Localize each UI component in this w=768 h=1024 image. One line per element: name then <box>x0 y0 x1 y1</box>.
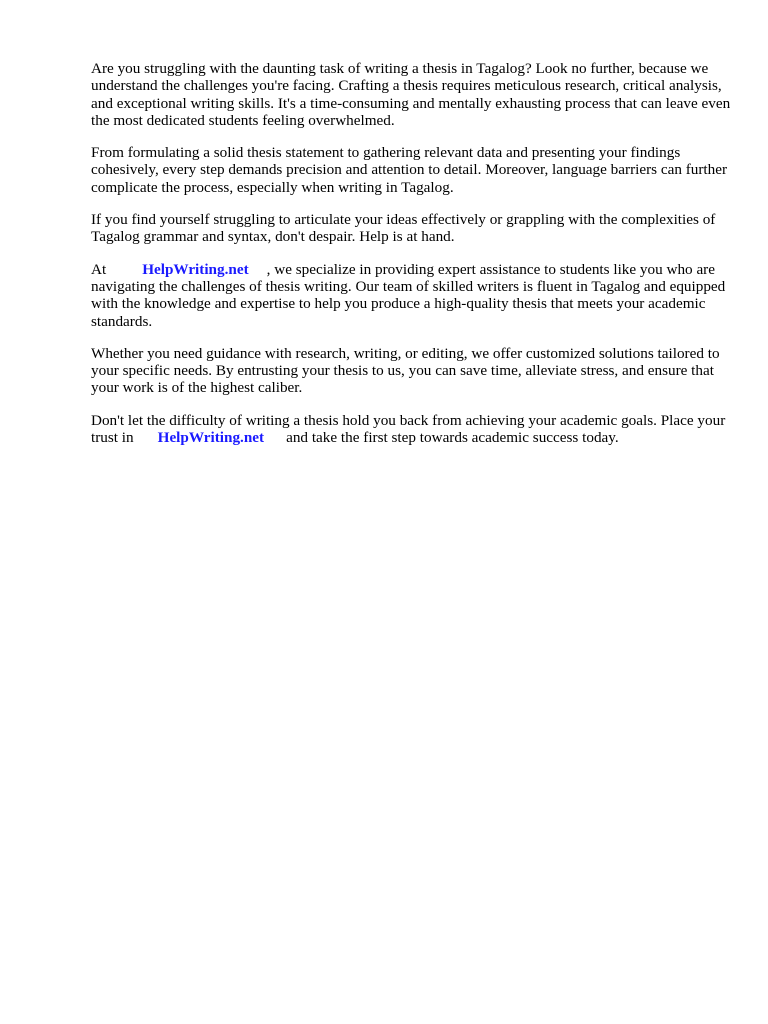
paragraph-struggle: If you find yourself struggling to articulate your ideas effectively or grappling with the complexities of Tagalog grammar and syntax, don't despair. Help is at hand. <box>91 211 716 246</box>
document-page <box>91 60 731 461</box>
paragraph-intro: Are you struggling with the daunting task of writing a thesis in Tagalog? Look no further, because we understand the challenges you're facing. Crafting a thesis requires meticulous research, critical analysis, and exceptional writing skills. It's a time-consuming and mentally exhausting process that can leave even the most dedicated students feeling overwhelmed. <box>91 60 731 129</box>
paragraph-closing-tail: and take the first step towards academic success today. <box>286 429 619 447</box>
paragraph-service <box>91 261 731 330</box>
paragraph-process: From formulating a solid thesis statement to gathering relevant data and presenting your findings cohesively, every step demands precision and attention to detail. Moreover, language barriers can further complicate the process, especially when writing in Tagalog. <box>91 144 728 196</box>
paragraph-service-body: , we specialize in providing expert assistance to students like you who are navigating the challenges of thesis writing. Our team of skilled writers is fluent in Tagalog and equipped with the knowledge and expertise to help you produce a high-quality thesis that meets your academic standards. <box>91 260 726 330</box>
helpwriting-link[interactable]: HelpWriting.net <box>142 260 249 278</box>
paragraph-service-lead: At <box>91 260 107 278</box>
paragraph-closing <box>91 412 731 447</box>
helpwriting-link-2[interactable]: HelpWriting.net <box>157 429 265 447</box>
paragraph-closing-lead: Don't let the difficulty of writing a thesis hold you back from achieving your academic goals. Place your trust in <box>91 411 726 447</box>
paragraph-solutions: Whether you need guidance with research, writing, or editing, we offer customized solutions tailored to your specific needs. By entrusting your thesis to us, you can save time, alleviate stress, and ensure that your work is of the highest caliber. <box>91 344 720 397</box>
